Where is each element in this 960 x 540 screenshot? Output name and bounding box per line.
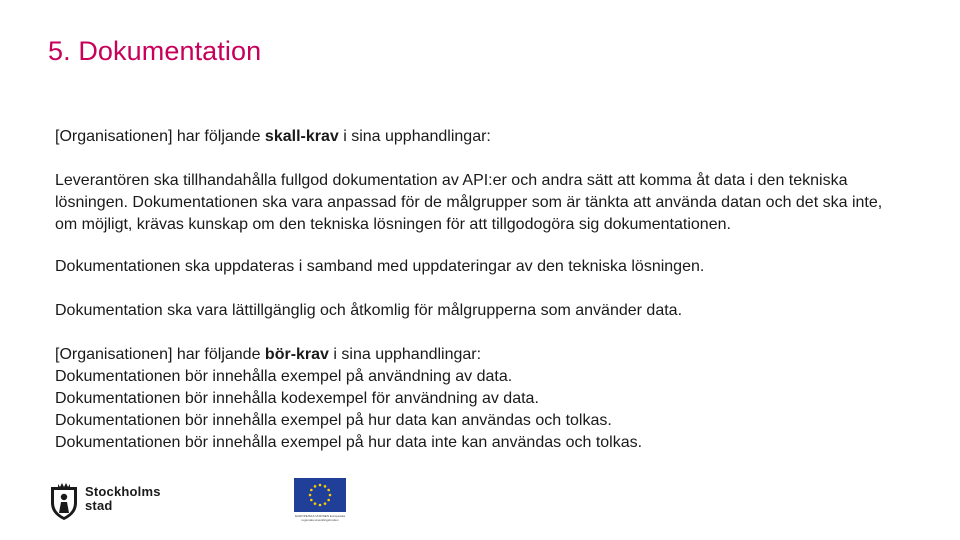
eu-star bbox=[319, 504, 322, 507]
slide-title: 5. Dokumentation bbox=[48, 36, 262, 66]
stockholm-stad-logo bbox=[48, 481, 168, 521]
eu-logo bbox=[292, 478, 348, 530]
bor-line: Dokumentationen bör innehålla exempel på användning av data. bbox=[55, 368, 513, 385]
eu-star bbox=[309, 494, 312, 497]
eu-star bbox=[314, 485, 317, 488]
bor-line: Dokumentationen bör innehålla exempel på hur data kan användas och tolkas. bbox=[55, 412, 612, 429]
slide-body bbox=[55, 126, 900, 454]
skall-intro-post: i sina upphandlingar: bbox=[338, 128, 491, 145]
requirement-paragraph-3: Dokumentation ska vara lättillgänglig och åtkomlig för målgrupperna som använder data. bbox=[55, 302, 683, 319]
eu-caption: EUROPEISKA UNIONEN Europeiska regionala utvecklingsfonden bbox=[295, 514, 345, 522]
bor-intro-pre: [Organisationen] har följande bbox=[55, 346, 265, 363]
skall-intro-pre: [Organisationen] har följande bbox=[55, 128, 265, 145]
bor-line: Dokumentationen bör innehålla exempel på hur data inte kan användas och tolkas. bbox=[55, 434, 643, 451]
skall-intro-bold: skall-krav bbox=[264, 128, 339, 145]
bor-intro bbox=[55, 344, 900, 366]
requirement-paragraph-1: Leverantören ska tillhandahålla fullgod dokumentation av API:er och andra sätt att komma åt data i den tekniska lösningen. Dokumentationen ska vara anpassad för de målgrupper som är tänkta att använda datan och det ska inte, om möjligt, krävas kunskap om den tekniska lösningen för att tillgodogöra sig dokumentationen. bbox=[55, 172, 883, 233]
eu-star bbox=[324, 502, 327, 505]
skall-intro bbox=[55, 126, 900, 148]
stockholm-wordmark-line2: stad bbox=[85, 498, 113, 513]
eu-star bbox=[327, 489, 330, 492]
eu-star bbox=[324, 485, 327, 488]
stockholm-crest-icon bbox=[48, 481, 80, 521]
eu-star bbox=[319, 484, 322, 487]
bor-intro-bold: bör-krav bbox=[264, 346, 329, 363]
eu-star bbox=[329, 494, 332, 497]
eu-star bbox=[314, 502, 317, 505]
requirement-paragraph-2: Dokumentationen ska uppdateras i samband med uppdateringar av den tekniska lösningen. bbox=[55, 258, 705, 275]
eu-star bbox=[327, 499, 330, 502]
stockholm-wordmark-line1: Stockholms bbox=[85, 484, 161, 499]
eu-flag-icon bbox=[294, 478, 346, 512]
eu-star bbox=[310, 489, 313, 492]
bor-intro-post: i sina upphandlingar: bbox=[328, 346, 482, 363]
bor-line: Dokumentationen bör innehålla kodexempel för användning av data. bbox=[55, 390, 539, 407]
eu-star bbox=[310, 499, 313, 502]
